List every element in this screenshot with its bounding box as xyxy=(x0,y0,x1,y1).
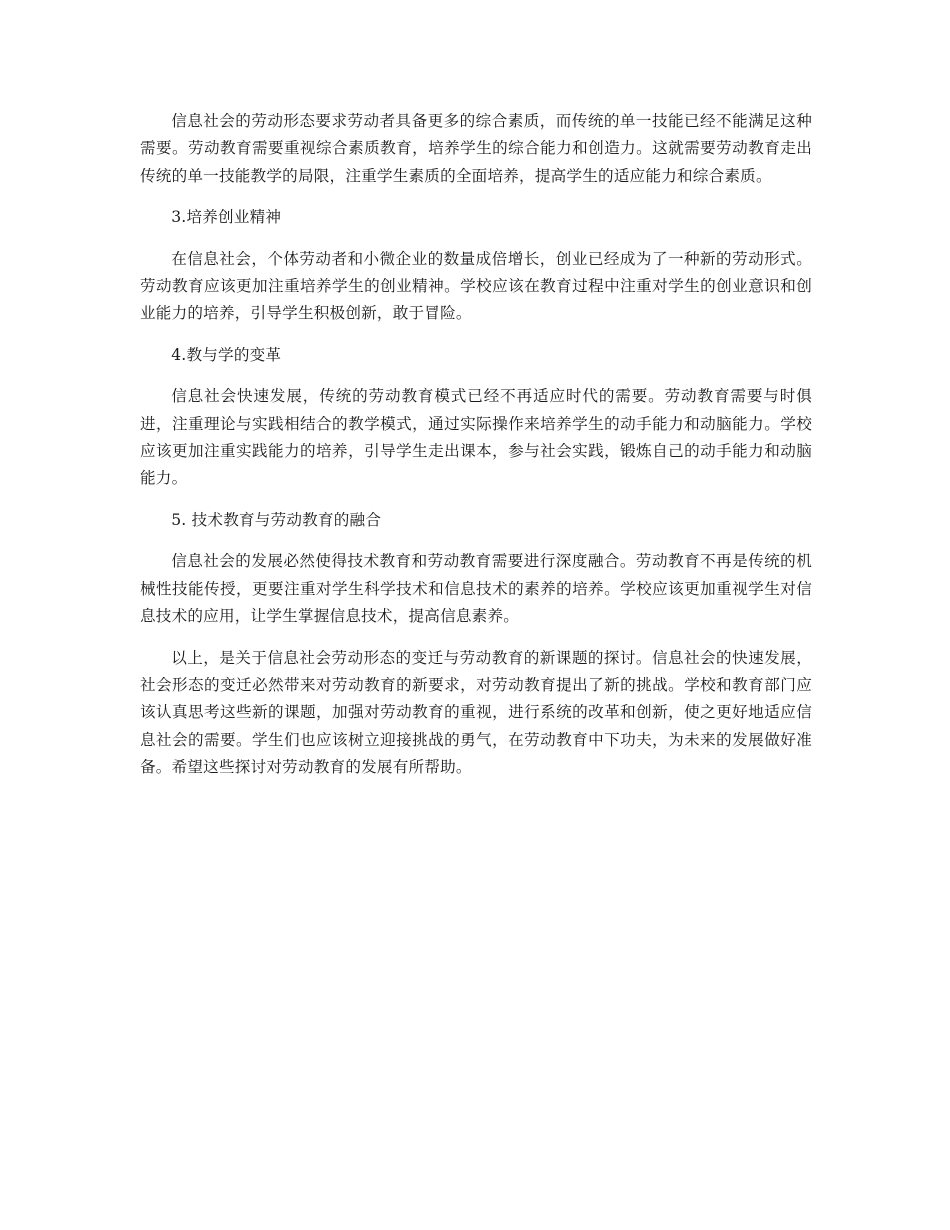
paragraph-conclusion: 以上，是关于信息社会劳动形态的变迁与劳动教育的新课题的探讨。信息社会的快速发展，社会形态的变迁必然带来对劳动教育的新要求，对劳动教育提出了新的挑战。学校和教育部门应该认真思考这些新的课题，加强对劳动教育的重视，进行系统的改革和创新，使之更好地适应信息社会的需要。学生们也应该树立迎接挑战的勇气，在劳动教育中下功夫，为未来的发展做好准备。希望这些探讨对劳动教育的发展有所帮助。 xyxy=(140,648,812,777)
paragraph-tech-integration: 信息社会的发展必然使得技术教育和劳动教育需要进行深度融合。劳动教育不再是传统的机械性技能传授，更要注重对学生科学技术和信息技术的素养的培养。学校应该更加重视学生对信息技术的应用，让学生掌握信息技术，提高信息素养。 xyxy=(140,552,812,626)
document-page xyxy=(140,108,812,796)
paragraph-teaching-reform: 信息社会快速发展，传统的劳动教育模式已经不再适应时代的需要。劳动教育需要与时俱进，注重理论与实践相结合的教学模式，通过实际操作来培养学生的动手能力和动脑能力。学校应该更加注重实践能力的培养，引导学生走出课本，参与社会实践，锻炼自己的动手能力和动脑能力。 xyxy=(140,387,812,488)
section-heading-tech-integration: 5. 技术教育与劳动教育的融合 xyxy=(171,510,382,529)
section-heading-entrepreneurship: 3.培养创业精神 xyxy=(171,208,282,227)
paragraph-entrepreneurship: 在信息社会，个体劳动者和小微企业的数量成倍增长，创业已经成为了一种新的劳动形式。劳动教育应该更加注重培养学生的创业精神。学校应该在教育过程中注重对学生的创业意识和创业能力的培养，引导学生积极创新，敢于冒险。 xyxy=(140,249,812,323)
paragraph-comprehensive-quality: 信息社会的劳动形态要求劳动者具备更多的综合素质，而传统的单一技能已经不能满足这种需要。劳动教育需要重视综合素质教育，培养学生的综合能力和创造力。这就需要劳动教育走出传统的单一技能教学的局限，注重学生素质的全面培养，提高学生的适应能力和综合素质。 xyxy=(140,112,812,185)
section-heading-teaching-reform: 4.教与学的变革 xyxy=(171,345,282,364)
